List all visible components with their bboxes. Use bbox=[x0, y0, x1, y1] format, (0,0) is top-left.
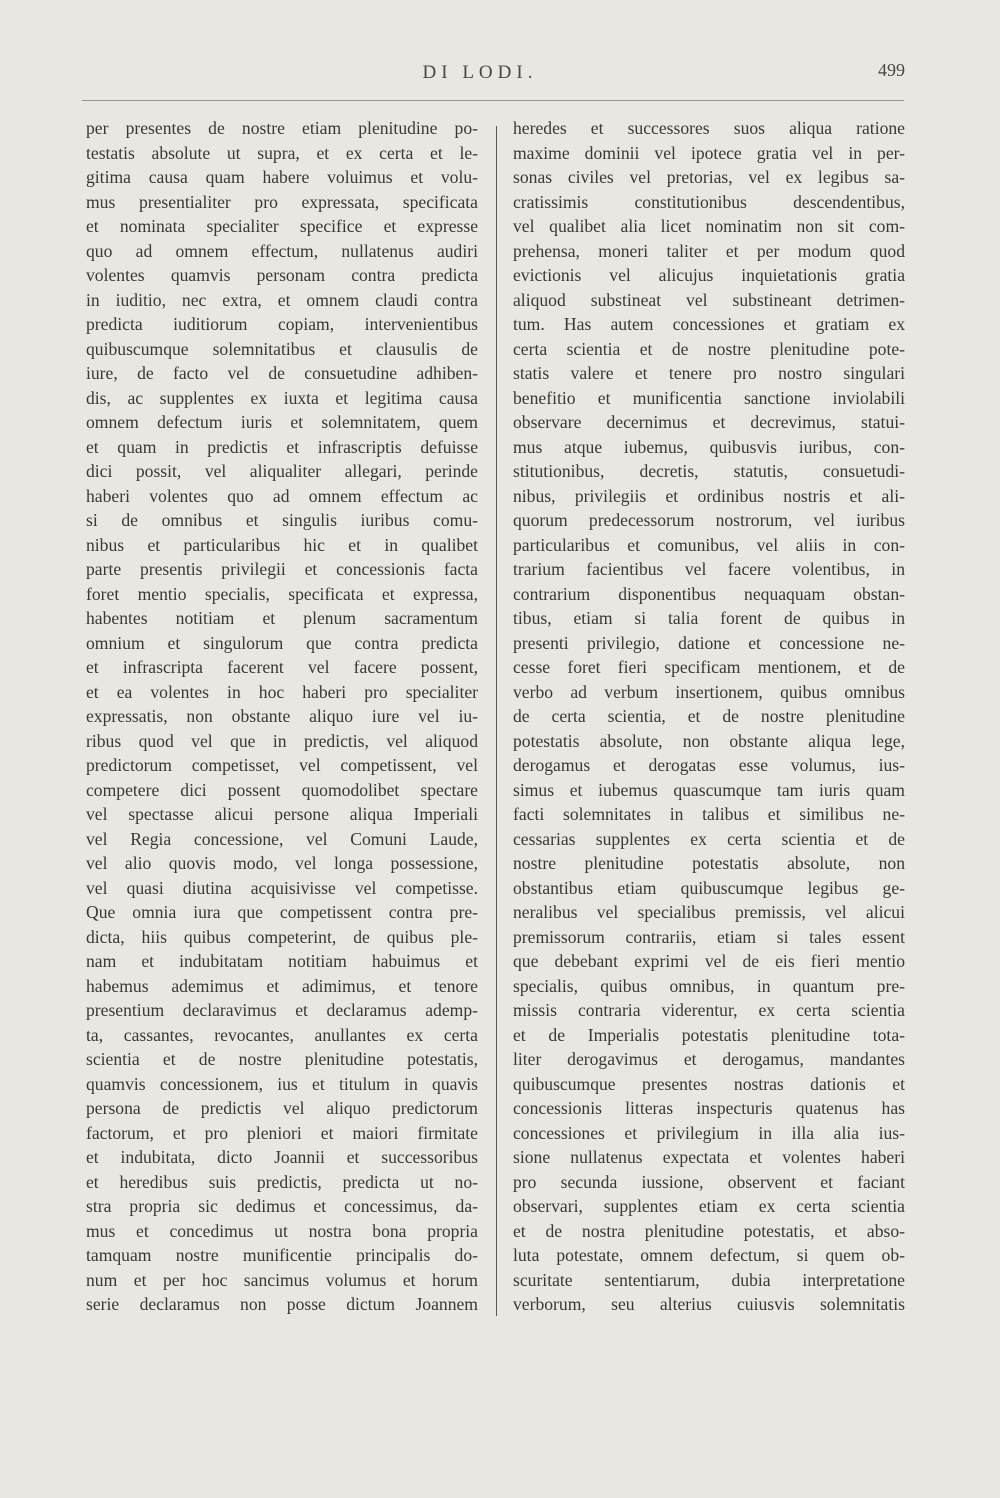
header-rule bbox=[82, 100, 904, 101]
right-column-line: cesse foret fieri specificam mentionem, et de bbox=[513, 657, 905, 677]
left-column-line: vel quasi diutina acquisivisse vel competisse. bbox=[86, 877, 478, 898]
left-text-column bbox=[86, 116, 478, 1317]
right-column-line: presenti privilegio, datione et concessione ne- bbox=[513, 632, 905, 653]
left-column-line: mus presentialiter pro expressata, specificata bbox=[86, 191, 478, 212]
left-column-line: iure, de facto vel de consuetudine adhiben- bbox=[86, 363, 478, 383]
right-column-line: verbo ad verbum insertionem, quibus omnibus bbox=[513, 681, 905, 702]
right-column-line: facti solemnitates in talibus et similibus ne- bbox=[513, 804, 905, 824]
right-column-line: liter derogavimus et derogamus, mandantes bbox=[513, 1049, 905, 1069]
right-column-line: verborum, seu alterius cuiusvis solemnitatis bbox=[513, 1294, 905, 1314]
right-column-line: et de nostra plenitudine potestatis, et abso- bbox=[513, 1220, 905, 1241]
right-column-line: neralibus vel specialibus premissis, vel alicui bbox=[513, 902, 905, 922]
right-column-line: scuritate sententiarum, dubia interpretatione bbox=[513, 1269, 905, 1290]
right-column-line: contrarium disponentibus nequaquam obstan- bbox=[513, 583, 905, 604]
left-column-line: et infrascripta facerent vel facere possent, bbox=[86, 657, 478, 677]
right-column-line: cessarias supplentes ex certa scientia et de bbox=[513, 828, 905, 849]
right-column-line: que debebant exprimi vel de eis fieri mentio bbox=[513, 951, 905, 971]
right-column-line: tibus, etiam si talia forent de quibus in bbox=[513, 608, 905, 628]
right-column-line: quorum predecessorum nostrorum, vel iuribus bbox=[513, 510, 905, 530]
right-column-line: sione nullatenus expectata et volentes haberi bbox=[513, 1147, 905, 1167]
left-column-line: vel alio quovis modo, vel longa possessione, bbox=[86, 853, 478, 873]
right-column-line: evictionis vel alicujus inquietationis gratia bbox=[513, 265, 905, 285]
left-column-line: vel Regia concessione, vel Comuni Laude, bbox=[86, 828, 478, 849]
left-column-line: et nominata specialiter specifice et expresse bbox=[86, 216, 478, 236]
right-column-line: concessiones et privilegium in illa alia ius- bbox=[513, 1122, 905, 1143]
right-column-line: sonas civiles vel pretorias, vel ex legibus sa- bbox=[513, 167, 905, 187]
right-column-line: certa scientia et de nostre plenitudine pote- bbox=[513, 338, 905, 359]
left-column-line: vel spectasse alicui persone aliqua Imperiali bbox=[86, 804, 478, 824]
left-column-line: ribus quod vel que in predictis, vel aliquod bbox=[86, 730, 478, 751]
left-column-line: dis, ac supplentes ex iuxta et legitima causa bbox=[86, 387, 478, 408]
left-column-line: num et per hoc sancimus volumus et horum bbox=[86, 1269, 478, 1290]
left-column-line: ta, cassantes, revocantes, anullantes ex certa bbox=[86, 1024, 478, 1045]
right-column-line: specialis, quibus omnibus, in quantum pre- bbox=[513, 975, 905, 996]
left-column-line: haberi volentes quo ad omnem effectum ac bbox=[86, 485, 478, 506]
left-column-line: omnium et singulorum que contra predicta bbox=[86, 632, 478, 653]
left-column-line: nibus et particularibus hic et in qualibet bbox=[86, 534, 478, 555]
right-column-line: prehensa, moneri taliter et per modum quod bbox=[513, 240, 905, 261]
right-column-line: benefitio et munificentia sanctione inviolabili bbox=[513, 387, 905, 408]
left-column-line: nam et indubitatam notitiam habuimus et bbox=[86, 951, 478, 971]
right-column-line: obstantibus etiam quibuscumque legibus ge- bbox=[513, 877, 905, 898]
right-column-line: pro secunda iussione, observent et faciant bbox=[513, 1171, 905, 1192]
left-column-line: foret mentio specialis, specificata et expressa, bbox=[86, 583, 478, 604]
left-column-line: quamvis concessionem, ius et titulum in quavis bbox=[86, 1073, 478, 1094]
right-column-line: observare decernimus et decrevimus, statui- bbox=[513, 412, 905, 432]
right-column-line: maxime dominii vel ipotece gratia vel in per- bbox=[513, 142, 905, 163]
left-column-line: factorum, et pro pleniori et maiori firmitate bbox=[86, 1122, 478, 1143]
left-column-line: si de omnibus et singulis iuribus comu- bbox=[86, 510, 478, 530]
left-column-line: dicta, hiis quibus competerint, de quibus ple- bbox=[86, 926, 478, 947]
left-column-line: testatis absolute ut supra, et ex certa et le- bbox=[86, 142, 478, 163]
left-column-line: dici possit, vel aliqualiter allegari, perinde bbox=[86, 461, 478, 481]
right-column-line: luta potestate, omnem defectum, si quem ob- bbox=[513, 1245, 905, 1265]
right-column-line: heredes et successores suos aliqua ratione bbox=[513, 118, 905, 138]
left-column-line: et indubitata, dicto Joannii et successoribus bbox=[86, 1147, 478, 1167]
right-column-line: premissorum contrariis, etiam si tales essent bbox=[513, 926, 905, 947]
left-column-line: volentes quamvis personam contra predicta bbox=[86, 265, 478, 285]
left-column-line: in iuditio, nec extra, et omnem claudi contra bbox=[86, 289, 478, 310]
right-column-line: concessionis litteras inspecturis quatenus has bbox=[513, 1098, 905, 1118]
right-column-line: statis valere et tenere pro nostro singulari bbox=[513, 363, 905, 383]
left-column-line: per presentes de nostre etiam plenitudine po- bbox=[86, 118, 478, 138]
right-column-line: tum. Has autem concessiones et gratiam ex bbox=[513, 314, 905, 334]
left-column-line: predictorum competisset, vel competissent, vel bbox=[86, 755, 478, 775]
right-column-line: vel qualibet alia licet nominatim non sit com- bbox=[513, 216, 905, 236]
left-column-line: et quam in predictis et infrascriptis defuisse bbox=[86, 436, 478, 457]
right-column-line: potestatis absolute, non obstante aliqua lege, bbox=[513, 730, 905, 751]
left-column-line: parte presentis privilegii et concessionis facta bbox=[86, 559, 478, 579]
right-column-line: missis contraria viderentur, ex certa scientia bbox=[513, 1000, 905, 1020]
right-column-line: cratissimis constitutionibus descendentibus, bbox=[513, 191, 905, 212]
left-column-line: tamquam nostre munificentie principalis do- bbox=[86, 1245, 478, 1265]
left-column-line: expressatis, non obstante aliquo iure vel iu- bbox=[86, 706, 478, 726]
right-column-line: de certa scientia, et de nostre plenitudine bbox=[513, 706, 905, 726]
left-column-line: stra propria sic dedimus et concessimus, da- bbox=[86, 1196, 478, 1216]
left-column-line: habemus ademimus et adimimus, et tenore bbox=[86, 975, 478, 996]
left-column-line: persona de predictis vel aliquo predictorum bbox=[86, 1098, 478, 1118]
right-column-line: quibuscumque presentes nostras dationis et bbox=[513, 1073, 905, 1094]
right-column-line: particularibus et comunibus, vel aliis in con- bbox=[513, 534, 905, 555]
right-column-line: aliquod substineat vel substineant detrimen- bbox=[513, 289, 905, 310]
right-column-line: nostre plenitudine potestatis absolute, non bbox=[513, 853, 905, 873]
left-column-line: habentes notitiam et plenum sacramentum bbox=[86, 608, 478, 628]
left-column-line: competere dici possent quomodolibet spectare bbox=[86, 779, 478, 800]
left-column-line: quibuscumque solemnitatibus et clausulis de bbox=[86, 338, 478, 359]
left-column-line: predicta iuditiorum copiam, intervenientibus bbox=[86, 314, 478, 334]
left-column-line: omnem defectum iuris et solemnitatem, quem bbox=[86, 412, 478, 432]
left-column-line: et heredibus suis predictis, predicta ut no- bbox=[86, 1171, 478, 1192]
right-column-line: et de Imperialis potestatis plenitudine tota- bbox=[513, 1024, 905, 1045]
left-column-line: mus et concedimus ut nostra bona propria bbox=[86, 1220, 478, 1241]
right-column-line: derogamus et derogatas esse volumus, ius- bbox=[513, 755, 905, 775]
left-column-line: serie declaramus non posse dictum Joannem bbox=[86, 1294, 478, 1314]
right-column-line: nibus, privilegiis et ordinibus nostris et ali- bbox=[513, 485, 905, 506]
left-column-line: scientia et de nostre plenitudine potestatis, bbox=[86, 1049, 478, 1069]
page-number: 499 bbox=[878, 60, 905, 80]
left-column-line: quo ad omnem effectum, nullatenus audiri bbox=[86, 240, 478, 261]
right-column-line: mus atque iubemus, quibusvis iuribus, con- bbox=[513, 436, 905, 457]
left-column-line: Que omnia iura que competissent contra pre- bbox=[86, 902, 478, 922]
right-text-column bbox=[513, 116, 905, 1317]
column-divider bbox=[496, 126, 497, 1316]
right-column-line: stitutionibus, decretis, statutis, consuetudi- bbox=[513, 461, 905, 481]
running-header: DI LODI. bbox=[422, 62, 538, 83]
left-column-line: et ea volentes in hoc haberi pro specialiter bbox=[86, 681, 478, 702]
left-column-line: presentium declaravimus et declaramus ademp- bbox=[86, 1000, 478, 1020]
right-column-line: simus et iubemus quascumque tam iuris quam bbox=[513, 779, 905, 800]
left-column-line: gitima causa quam habere voluimus et volu- bbox=[86, 167, 478, 187]
right-column-line: trarium facientibus vel facere volentibus, in bbox=[513, 559, 905, 579]
right-column-line: observari, supplentes etiam ex certa scientia bbox=[513, 1196, 905, 1216]
